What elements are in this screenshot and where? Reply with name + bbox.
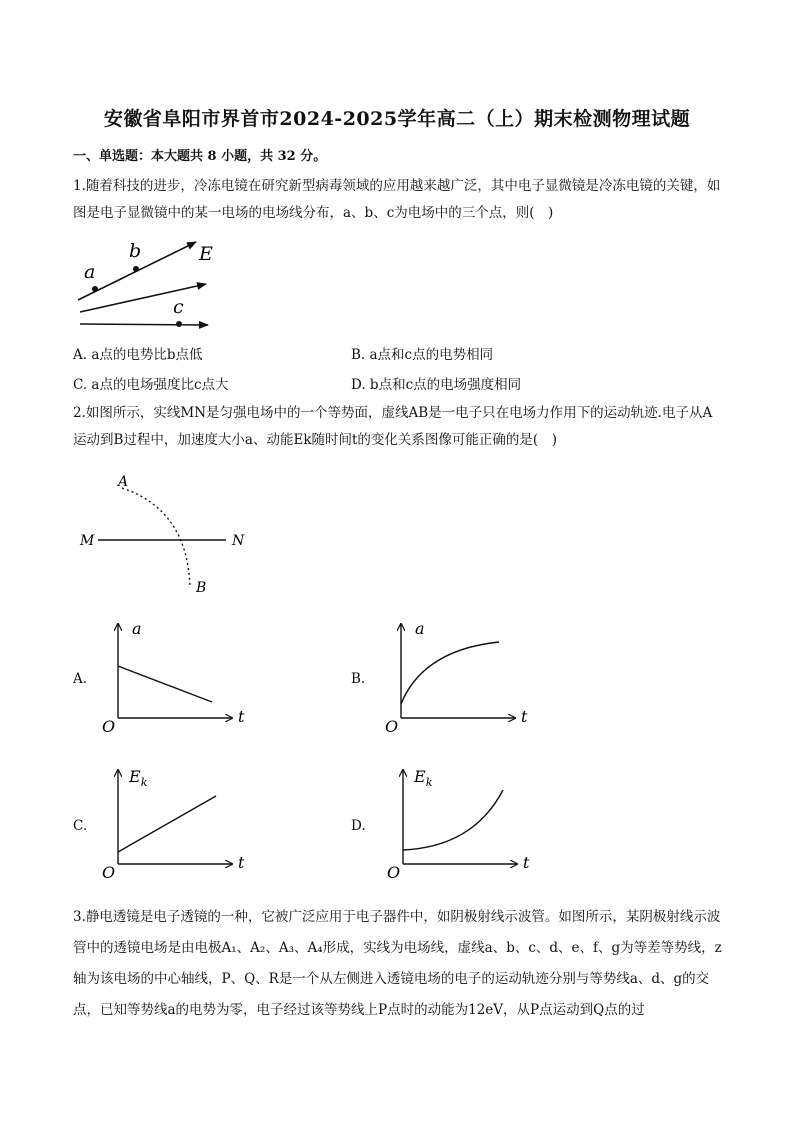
field-line-bottom <box>80 324 208 325</box>
q1-option-c[interactable]: C. a点的电场强度比c点大 <box>73 377 229 393</box>
graph-a-origin: O <box>102 717 116 736</box>
graph-a-curve <box>118 666 212 702</box>
question-3-text: 3.静电透镜是电子透镜的一种，它被广泛应用于电子器件中，如阴极射线示波管。如图所示，某阴极射线示波管中的透镜电场是由电极A₁、A₂、A₃、A₄形成，实线为电场线，虚线a、b、c、d、e、f、g为等差等势线，z轴为该电场的中心轴线，P、Q、R是一个从左侧进入透镜电场的电子的运动轨迹分别与等势线a、d、g的交点，已知等势线a的电势为零，电子经过该等势线上P点时的动能为12eV，从P点运动到Q点的过 <box>73 909 722 1018</box>
graph-b-origin: O <box>385 717 399 736</box>
q2-option-d-label[interactable]: D. <box>351 818 366 834</box>
q1-option-b[interactable]: B. a点和c点的电势相同 <box>351 347 494 363</box>
graph-d-curve <box>403 790 503 850</box>
graph-c <box>98 764 258 884</box>
graph-d-origin: O <box>387 863 401 882</box>
label-M: M <box>80 533 95 549</box>
graph-a-x-label: t <box>238 707 245 726</box>
point-c-label: c <box>173 296 184 318</box>
q1-field-line-figure <box>70 232 220 332</box>
graph-c-origin: O <box>102 863 116 882</box>
label-A: A <box>118 474 129 490</box>
point-a-dot <box>92 286 98 292</box>
label-N: N <box>232 533 245 549</box>
graph-b-x-label: t <box>521 707 528 726</box>
graph-b <box>381 618 541 738</box>
field-E-label: E <box>199 243 213 265</box>
graph-a <box>98 618 258 738</box>
question-1-text: 1.随着科技的进步，冷冻电镜在研究新型病毒领域的应用越来越广泛，其中电子显微镜是冷冻电镜的关键，如图是电子显微镜中的某一电场的电场线分布，a、b、c为电场中的三个点，则( ) <box>73 178 721 221</box>
field-line-middle <box>80 284 206 312</box>
q1-option-d[interactable]: D. b点和c点的电场强度相同 <box>351 377 522 393</box>
question-2-text: 2.如图所示，实线MN是匀强电场中的一个等势面，虚线AB是一电子只在电场力作用下的运动轨迹.电子从A运动到B过程中，加速度大小a、动能Ek随时间t的变化关系图像可能正确的是( ) <box>73 405 713 448</box>
q2-option-b-label[interactable]: B. <box>351 671 366 687</box>
graph-c-y-label: $E_k$ <box>129 767 148 789</box>
point-b-dot <box>133 266 139 272</box>
q2-option-c-label[interactable]: C. <box>73 818 88 834</box>
graph-b-y-label: a <box>415 619 425 638</box>
graph-c-curve <box>118 796 216 852</box>
graph-d <box>383 764 543 884</box>
graph-d-y-label: $E_k$ <box>414 767 433 789</box>
point-c-dot <box>176 321 182 327</box>
graph-b-curve <box>401 642 499 704</box>
q2-option-a-label[interactable]: A. <box>73 671 88 687</box>
graph-d-x-label: t <box>523 853 530 872</box>
trajectory-AB <box>122 488 190 588</box>
point-a-label: a <box>84 261 96 283</box>
graph-c-x-label: t <box>238 853 245 872</box>
label-B: B <box>196 580 207 596</box>
point-b-label: b <box>129 240 142 262</box>
graph-a-y-label: a <box>132 619 142 638</box>
section-heading: 一、单选题：本大题共 8 小题，共 32 分。 <box>73 149 327 164</box>
q2-trajectory-figure <box>78 470 258 600</box>
q1-option-a[interactable]: A. a点的电势比b点低 <box>73 347 203 363</box>
page-title: 安徽省阜阳市界首市2024-2025学年高二（上）期末检测物理试题 <box>103 108 691 130</box>
